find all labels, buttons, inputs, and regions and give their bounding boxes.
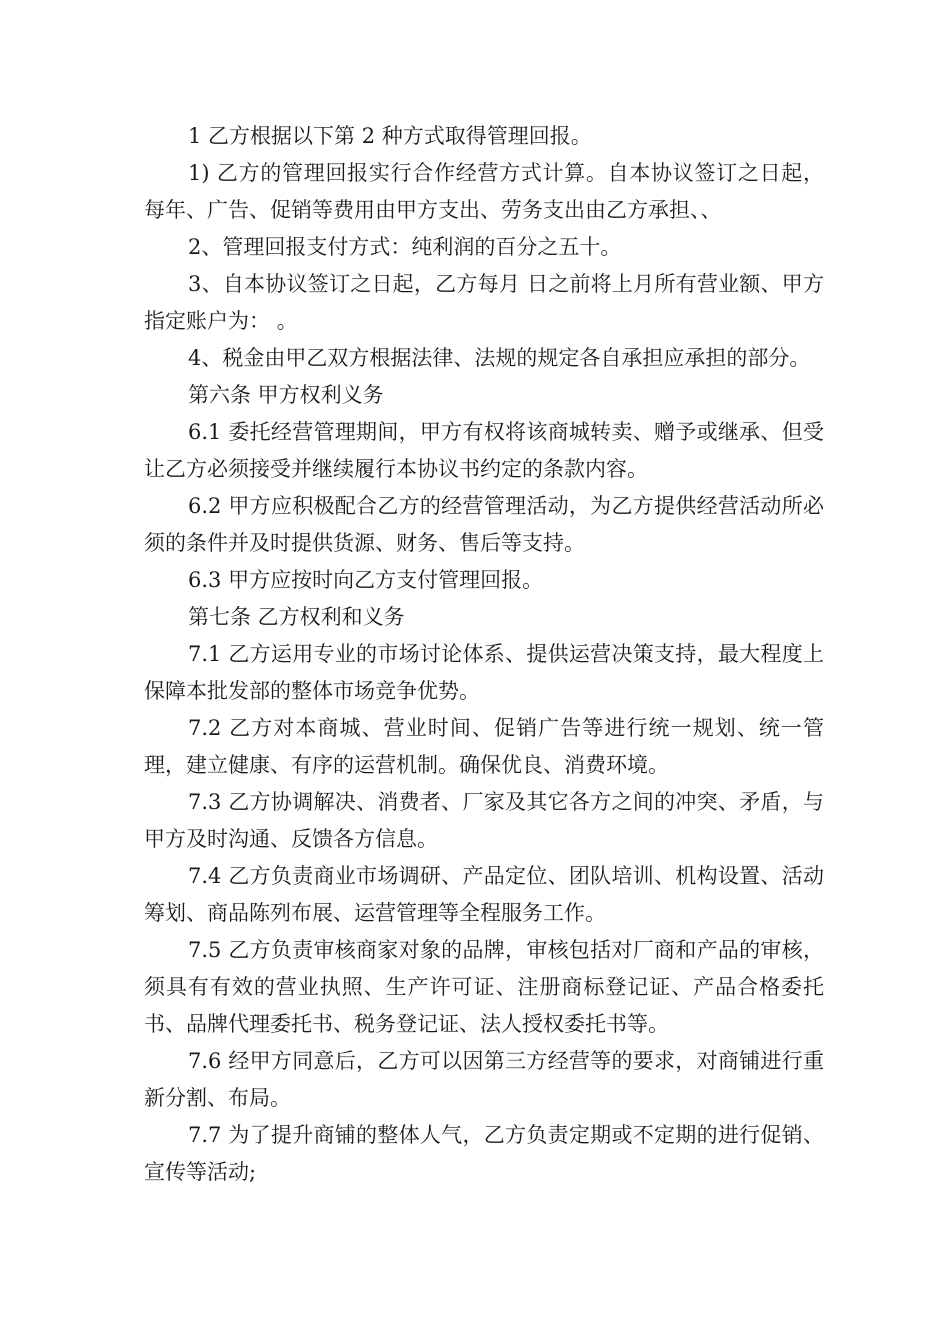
clause-7-1: 7.1 乙方运用专业的市场讨论体系、提供运营决策支持，最大程度上保障本批发部的整体市场竞争优势。 xyxy=(144,642,824,703)
document-body xyxy=(144,118,824,1191)
paragraph-payment-method: 2、管理回报支付方式：纯利润的百分之五十。 xyxy=(188,235,622,259)
clause-7-5: 7.5 乙方负责审核商家对象的品牌，审核包括对厂商和产品的审核，须具有有效的营业执照、生产许可证、注册商标登记证、产品合格委托书、品牌代理委托书、税务登记证、法人授权委托书等。 xyxy=(144,938,824,1036)
paragraph-taxes: 4、税金由甲乙双方根据法律、法规的规定各自承担应承担的部分。 xyxy=(188,346,811,370)
clause-6-3: 6.3 甲方应按时向乙方支付管理回报。 xyxy=(188,568,544,592)
clause-7-2: 7.2 乙方对本商城、营业时间、促销广告等进行统一规划、统一管理，建立健康、有序的运营机制。确保优良、消费环境。 xyxy=(144,716,824,777)
paragraph-cooperative-calculation: 1) 乙方的管理回报实行合作经营方式计算。自本协议签订之日起，每年、广告、促销等费用由甲方支出、劳务支出由乙方承担、、 xyxy=(144,161,824,222)
clause-7-7: 7.7 为了提升商铺的整体人气，乙方负责定期或不定期的进行促销、宣传等活动; xyxy=(144,1123,824,1184)
article-seven-heading: 第七条 乙方权利和义务 xyxy=(188,605,405,629)
paragraph-return-method: 1 乙方根据以下第 2 种方式取得管理回报。 xyxy=(188,124,592,148)
clause-6-1: 6.1 委托经营管理期间，甲方有权将该商城转卖、赠予或继承、但受让乙方必须接受并继续履行本协议书约定的条款内容。 xyxy=(144,420,824,481)
paragraph-monthly-revenue: 3、自本协议签订之日起，乙方每月 日之前将上月所有营业额、甲方指定账户为： 。 xyxy=(144,272,824,333)
clause-6-2: 6.2 甲方应积极配合乙方的经营管理活动，为乙方提供经营活动所必须的条件并及时提供货源、财务、售后等支持。 xyxy=(144,494,824,555)
clause-7-3: 7.3 乙方协调解决、消费者、厂家及其它各方之间的冲突、矛盾，与甲方及时沟通、反馈各方信息。 xyxy=(144,790,824,851)
clause-7-6: 7.6 经甲方同意后，乙方可以因第三方经营等的要求，对商铺进行重新分割、布局。 xyxy=(144,1049,824,1110)
article-six-heading: 第六条 甲方权利义务 xyxy=(188,383,384,407)
clause-7-4: 7.4 乙方负责商业市场调研、产品定位、团队培训、机构设置、活动筹划、商品陈列布展、运营管理等全程服务工作。 xyxy=(144,864,824,925)
